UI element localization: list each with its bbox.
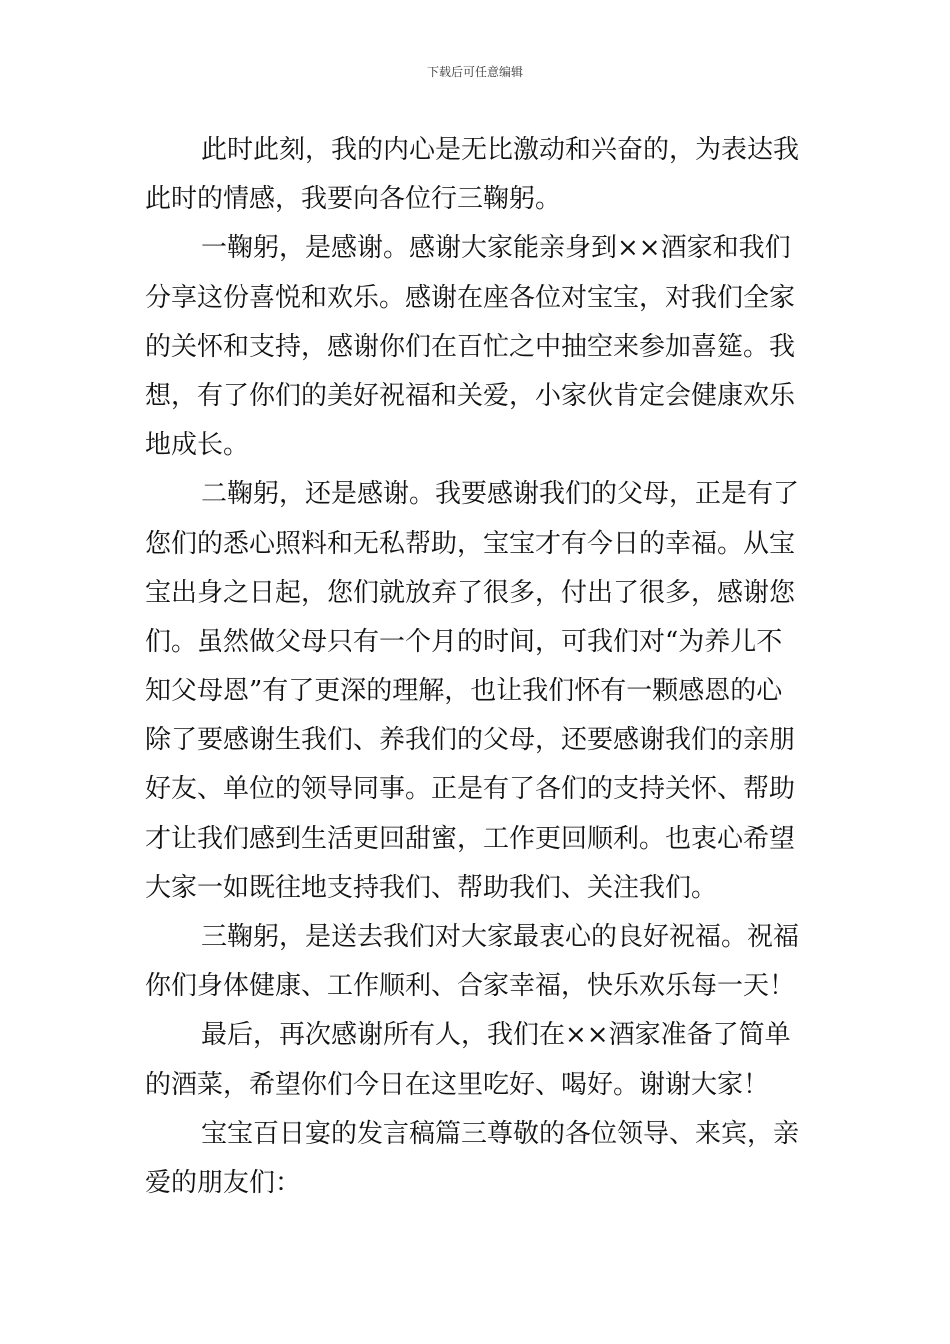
text-line: 知父母恩”有了更深的理解，也让我们怀有一颗感恩的心 — [145, 676, 783, 707]
text-line: 此时此刻，我的内心是无比激动和兴奋的，为表达我 — [201, 135, 800, 165]
text-line: 爱的朋友们： — [145, 1167, 302, 1198]
text-line: 大家一如既往地支持我们、帮助我们、关注我们。 — [145, 872, 718, 903]
text-line: 最后，再次感谢所有人，我们在××酒家准备了简单 — [201, 1020, 791, 1051]
document-body — [145, 126, 807, 1208]
text-line: 您们的悉心照料和无私帮助，宝宝才有今日的幸福。从宝 — [145, 528, 796, 559]
text-line: 地成长。 — [145, 430, 250, 461]
text-line: 宝出身之日起，您们就放弃了很多，付出了很多，感谢您 — [145, 577, 796, 608]
text-line: 此时的情感，我要向各位行三鞠躬。 — [145, 184, 562, 215]
text-line: 的关怀和支持，感谢你们在百忙之中抽空来参加喜筵。我 — [145, 331, 796, 362]
text-line: 的酒菜，希望你们今日在这里吃好、喝好。谢谢大家！ — [145, 1069, 770, 1100]
text-line: 好友、单位的领导同事。正是有了各们的支持关怀、帮助 — [145, 774, 796, 805]
text-line: 分享这份喜悦和欢乐。感谢在座各位对宝宝，对我们全家 — [145, 282, 796, 313]
text-line: 才让我们感到生活更回甜蜜，工作更回顺利。也衷心希望 — [145, 823, 796, 854]
text-line: 想，有了你们的美好祝福和关爱，小家伙肯定会健康欢乐 — [145, 380, 796, 411]
text-line: 宝宝百日宴的发言稿篇三尊敬的各位领导、来宾，亲 — [201, 1118, 800, 1149]
text-line: 你们身体健康、工作顺利、合家幸福，快乐欢乐每一天！ — [145, 971, 796, 1002]
text-line: 三鞠躬，是送去我们对大家最衷心的良好祝福。祝福 — [201, 922, 800, 952]
page-header: 下载后可任意编辑 — [426, 65, 523, 79]
text-line: 除了要感谢生我们、养我们的父母，还要感谢我们的亲朋 — [145, 725, 796, 756]
text-line: 们。虽然做父母只有一个月的时间，可我们对“为养儿不 — [145, 626, 783, 657]
text-line: 一鞠躬，是感谢。感谢大家能亲身到××酒家和我们 — [201, 233, 791, 264]
text-line: 二鞠躬，还是感谢。我要感谢我们的父母，正是有了 — [201, 479, 800, 510]
